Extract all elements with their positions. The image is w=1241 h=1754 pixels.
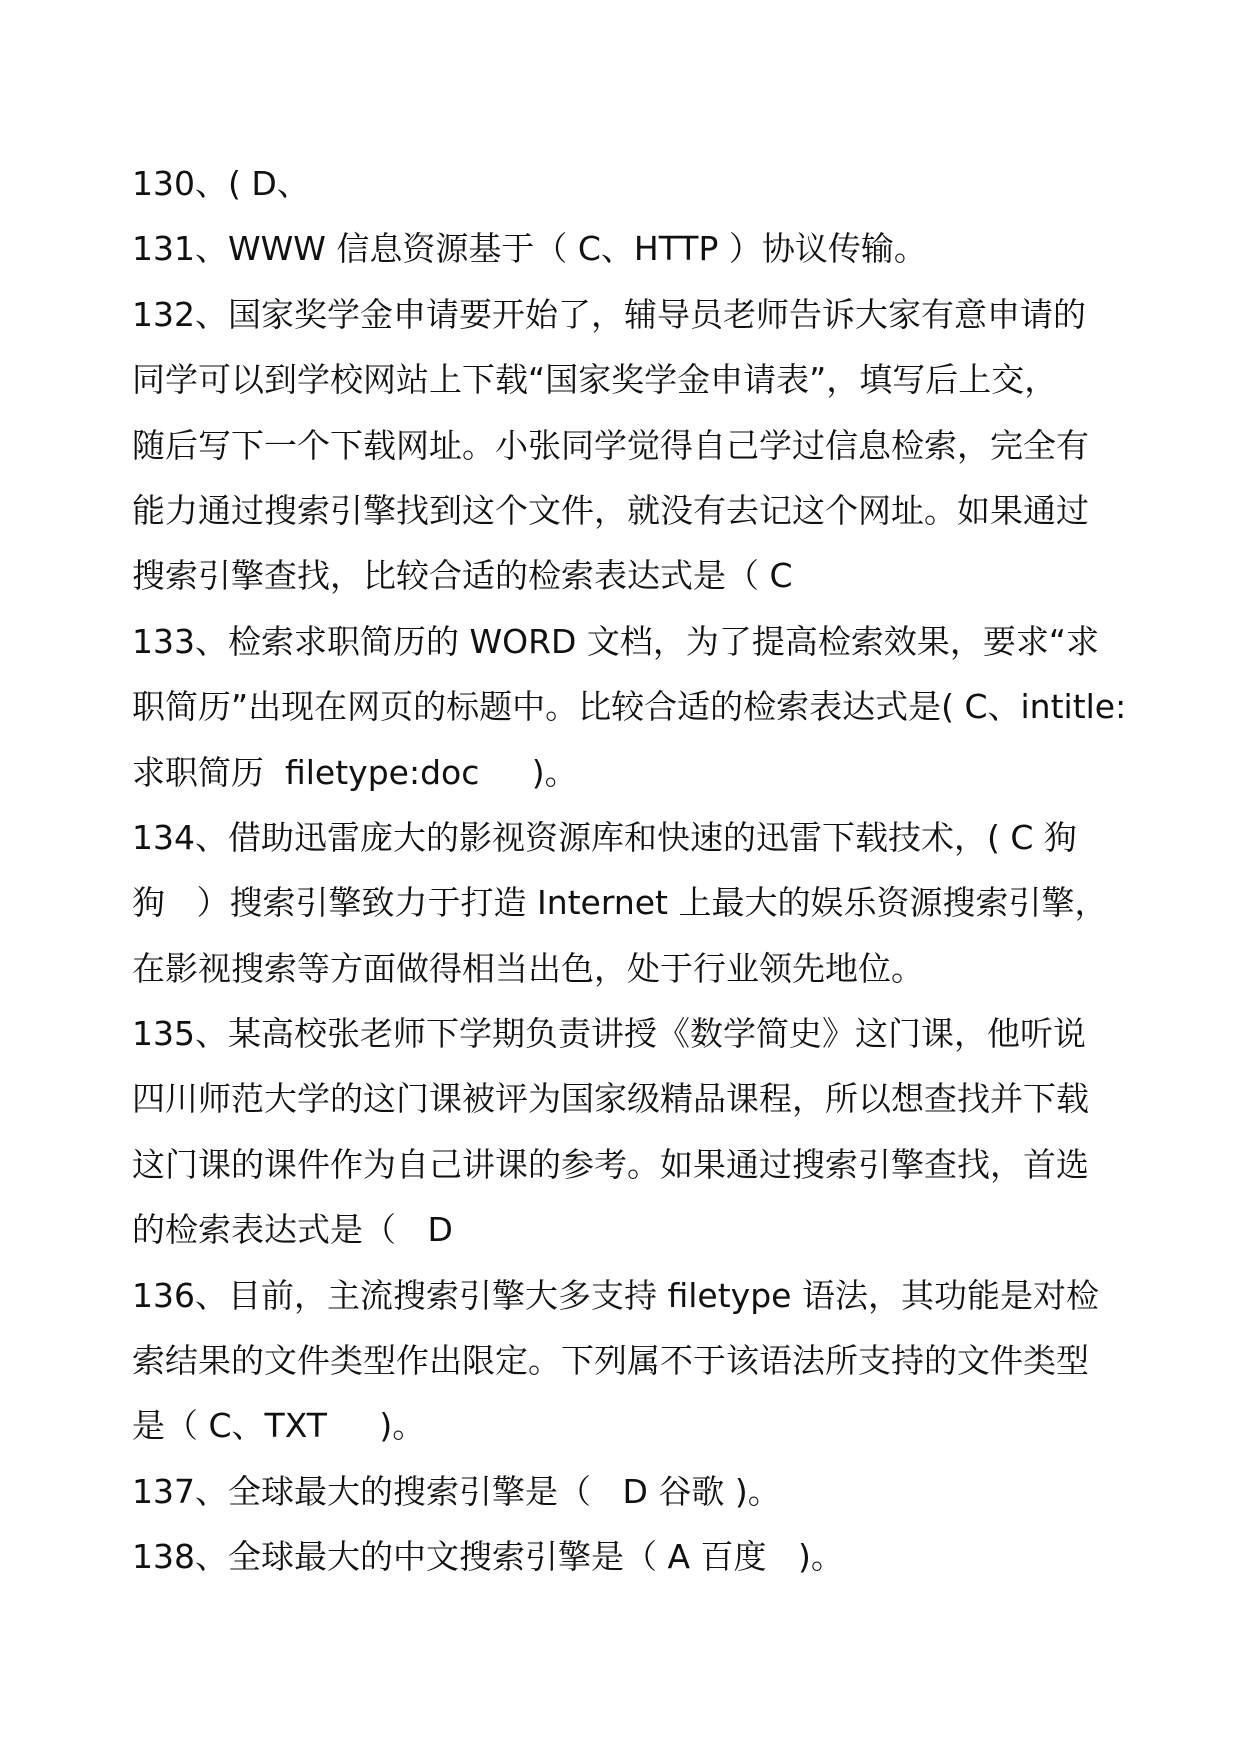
text-line-q132-2: 同学可以到学校网站上下载“国家奖学金申请表”，填写后上交，	[132, 360, 1058, 400]
text-line-q135-2: 四川师范大学的这门课被评为国家级精品课程，所以想查找并下载	[132, 1079, 1089, 1119]
text-line-q134-3: 在影视搜索等方面做得相当出色，处于行业领先地位。	[132, 948, 924, 988]
text-line-q135-4: 的检索表达式是（ D	[132, 1210, 453, 1250]
text-line-q133-1: 133、检索求职简历的 WORD 文档，为了提高检索效果，要求“求	[132, 621, 1100, 661]
text-line-q134-1: 134、借助迅雷庞大的影视资源库和快速的迅雷下载技术，( C 狗	[132, 817, 1077, 857]
text-line-q135-3: 这门课的课件作为自己讲课的参考。如果通过搜索引擎查找，首选	[132, 1144, 1089, 1184]
document-page	[132, 151, 1127, 1590]
text-line-q136-3: 是（ C、TXT )。	[132, 1406, 426, 1446]
text-line-q132-3: 随后写下一个下载网址。小张同学觉得自己学过信息检索，完全有	[132, 425, 1089, 465]
text-line-q131: 131、WWW 信息资源基于（ C、HTTP ）协议传输。	[132, 229, 927, 269]
text-line-q136-1: 136、目前，主流搜索引擎大多支持 filetype 语法，其功能是对检	[132, 1275, 1099, 1315]
text-line-q133-3: 求职简历 filetype:doc )。	[132, 752, 578, 792]
text-line-q132-5: 搜索引擎查找，比较合适的检索表达式是（ C	[132, 556, 793, 596]
text-line-q132-1: 132、国家奖学金申请要开始了，辅导员老师告诉大家有意申请的	[132, 294, 1086, 334]
text-line-q137: 137、全球最大的搜索引擎是（ D 谷歌 )。	[132, 1471, 781, 1511]
text-line-q132-4: 能力通过搜索引擎找到这个文件，就没有去记这个网址。如果通过	[132, 490, 1089, 530]
text-line-q130: 130、( D、	[132, 164, 310, 203]
text-line-q134-2: 狗 ）搜索引擎致力于打造 Internet 上最大的娱乐资源搜索引擎，	[132, 883, 1108, 923]
text-line-q136-2: 索结果的文件类型作出限定。下列属不于该语法所支持的文件类型	[132, 1341, 1089, 1381]
text-line-q138: 138、全球最大的中文搜索引擎是（ A 百度 )。	[132, 1537, 844, 1577]
text-line-q133-2: 职简历”出现在网页的标题中。比较合适的检索表达式是( C、intitle:	[132, 687, 1127, 727]
text-line-q135-1: 135、某高校张老师下学期负责讲授《数学简史》这门课，他听说	[132, 1014, 1086, 1054]
